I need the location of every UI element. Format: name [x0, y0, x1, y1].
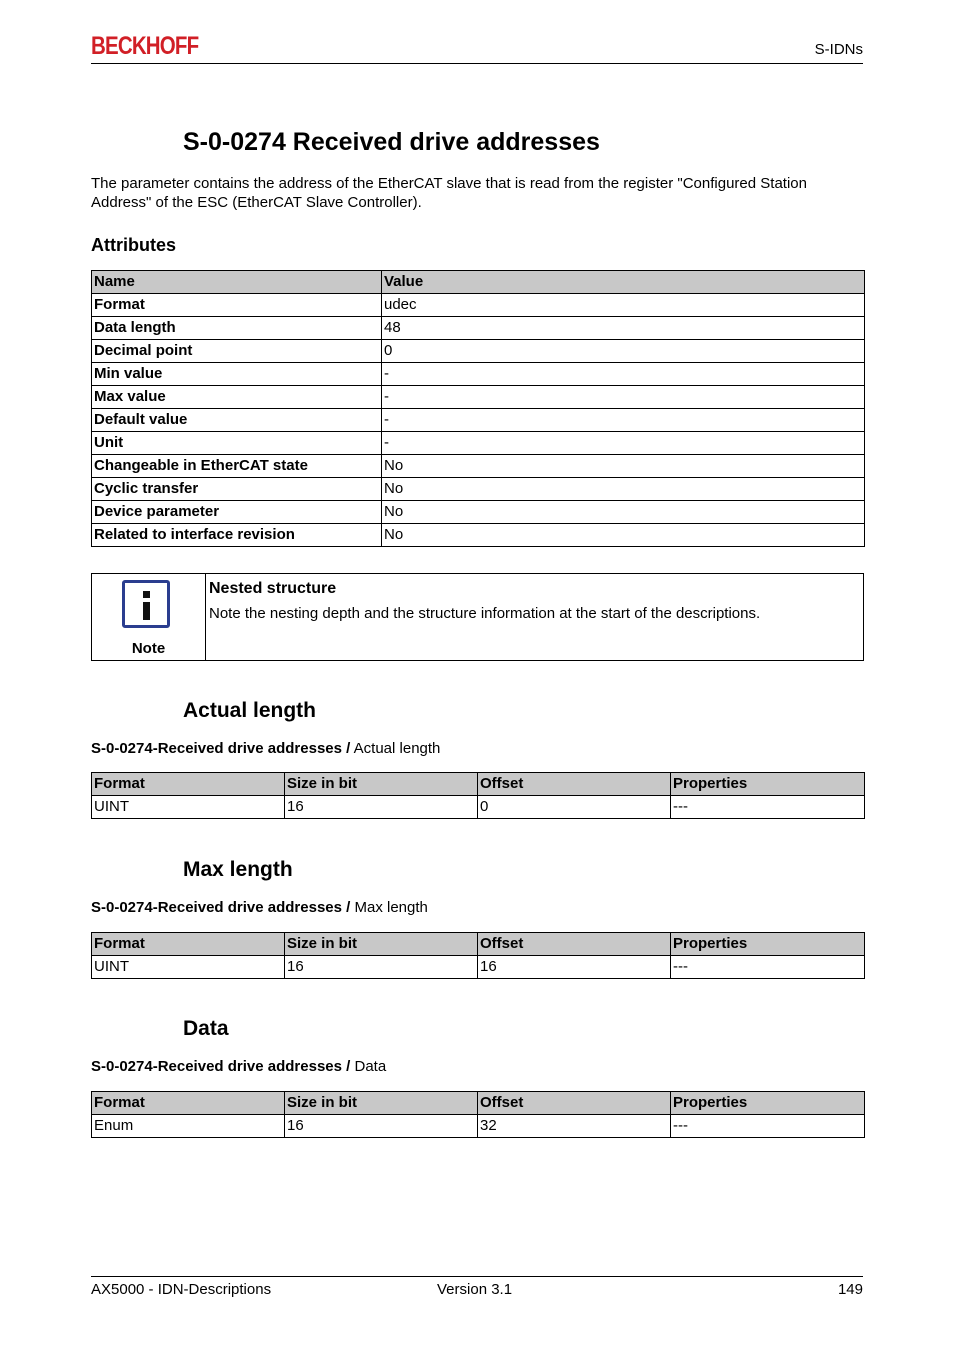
table-row: [92, 1115, 865, 1138]
note-divider: [205, 574, 206, 660]
attributes-header-row: [92, 271, 865, 294]
table-row: [92, 409, 865, 432]
column-header-size: Size in bit: [285, 933, 478, 956]
column-header-offset: Offset: [478, 773, 671, 796]
table-row: [92, 501, 865, 524]
table-row: [92, 432, 865, 455]
caption-prefix: S-0-0274-Received drive addresses /: [91, 1058, 351, 1075]
attribute-name: Decimal point: [92, 340, 382, 363]
attributes-table: [91, 270, 865, 547]
column-header-size: Size in bit: [285, 773, 478, 796]
info-icon: [122, 580, 170, 628]
attribute-value: -: [382, 409, 865, 432]
cell-offset: 16: [478, 956, 671, 979]
table-row: [92, 524, 865, 547]
column-header-format: Format: [92, 933, 285, 956]
table-row: [92, 386, 865, 409]
attribute-name: Related to interface revision: [92, 524, 382, 547]
beckhoff-logo: BECKHOFF: [91, 32, 199, 60]
attribute-value: No: [382, 478, 865, 501]
section-heading-actual-length: Actual length: [183, 699, 317, 722]
attribute-name: Unit: [92, 432, 382, 455]
cell-format: Enum: [92, 1115, 285, 1138]
attribute-value: -: [382, 363, 865, 386]
cell-offset: 0: [478, 796, 671, 819]
table-row: [92, 478, 865, 501]
column-header-properties: Properties: [671, 1092, 865, 1115]
attribute-value: -: [382, 386, 865, 409]
attribute-value: No: [382, 501, 865, 524]
header-section-label: S-IDNs: [814, 41, 863, 58]
table-row: [92, 317, 865, 340]
note-box: [91, 573, 864, 661]
data-table: [91, 1091, 865, 1138]
cell-properties: ---: [671, 796, 865, 819]
attribute-value: No: [382, 455, 865, 478]
note-title: Nested structure: [209, 580, 337, 597]
table-row: [92, 294, 865, 317]
attribute-name: Max value: [92, 386, 382, 409]
note-label: Note: [131, 640, 166, 657]
attribute-value: No: [382, 524, 865, 547]
section-heading-data: Data: [183, 1017, 229, 1040]
cell-size: 16: [285, 956, 478, 979]
footer-document-name: AX5000 - IDN-Descriptions: [91, 1281, 272, 1298]
attribute-name: Format: [92, 294, 382, 317]
max-length-table: [91, 932, 865, 979]
note-text: Note the nesting depth and the structure information at the start of the descriptions.: [209, 605, 761, 622]
caption-suffix: Actual length: [350, 740, 441, 757]
cell-offset: 32: [478, 1115, 671, 1138]
cell-properties: ---: [671, 956, 865, 979]
section-caption: [91, 1058, 386, 1075]
footer-version: Version 3.1: [437, 1281, 513, 1298]
column-header-format: Format: [92, 773, 285, 796]
attribute-value: udec: [382, 294, 865, 317]
attributes-heading: Attributes: [91, 235, 176, 255]
intro-paragraph: The parameter contains the address of the EtherCAT slave that is read from the register "Configured Station Address" of the ESC (EtherCAT Slave Controller).: [91, 175, 807, 211]
column-header-format: Format: [92, 1092, 285, 1115]
table-row: [92, 363, 865, 386]
cell-format: UINT: [92, 796, 285, 819]
caption-suffix: Max length: [350, 899, 428, 916]
table-row: [92, 956, 865, 979]
column-header-value: Value: [382, 271, 865, 294]
column-header-size: Size in bit: [285, 1092, 478, 1115]
attribute-name: Changeable in EtherCAT state: [92, 455, 382, 478]
attribute-name: Cyclic transfer: [92, 478, 382, 501]
column-header-offset: Offset: [478, 1092, 671, 1115]
table-header-row: [92, 933, 865, 956]
attribute-name: Default value: [92, 409, 382, 432]
page-title: S-0-0274 Received drive addresses: [183, 128, 600, 156]
caption-prefix: S-0-0274-Received drive addresses /: [91, 899, 351, 916]
attribute-name: Min value: [92, 363, 382, 386]
attribute-value: 48: [382, 317, 865, 340]
table-header-row: [92, 773, 865, 796]
attribute-value: -: [382, 432, 865, 455]
table-row: [92, 455, 865, 478]
caption-suffix: Data: [350, 1058, 387, 1075]
column-header-properties: Properties: [671, 773, 865, 796]
caption-prefix: S-0-0274-Received drive addresses /: [91, 740, 351, 757]
cell-properties: ---: [671, 1115, 865, 1138]
table-row: [92, 340, 865, 363]
header-divider: [91, 63, 863, 64]
actual-length-table: [91, 772, 865, 819]
footer-page-number: 149: [837, 1281, 863, 1298]
cell-size: 16: [285, 796, 478, 819]
cell-format: UINT: [92, 956, 285, 979]
footer-divider: [91, 1276, 863, 1277]
attribute-name: Data length: [92, 317, 382, 340]
section-caption: [91, 899, 428, 916]
table-header-row: [92, 1092, 865, 1115]
attribute-value: 0: [382, 340, 865, 363]
cell-size: 16: [285, 1115, 478, 1138]
section-caption: [91, 740, 440, 757]
section-heading-max-length: Max length: [183, 858, 293, 881]
table-row: [92, 796, 865, 819]
attribute-name: Device parameter: [92, 501, 382, 524]
column-header-name: Name: [92, 271, 382, 294]
column-header-properties: Properties: [671, 933, 865, 956]
column-header-offset: Offset: [478, 933, 671, 956]
